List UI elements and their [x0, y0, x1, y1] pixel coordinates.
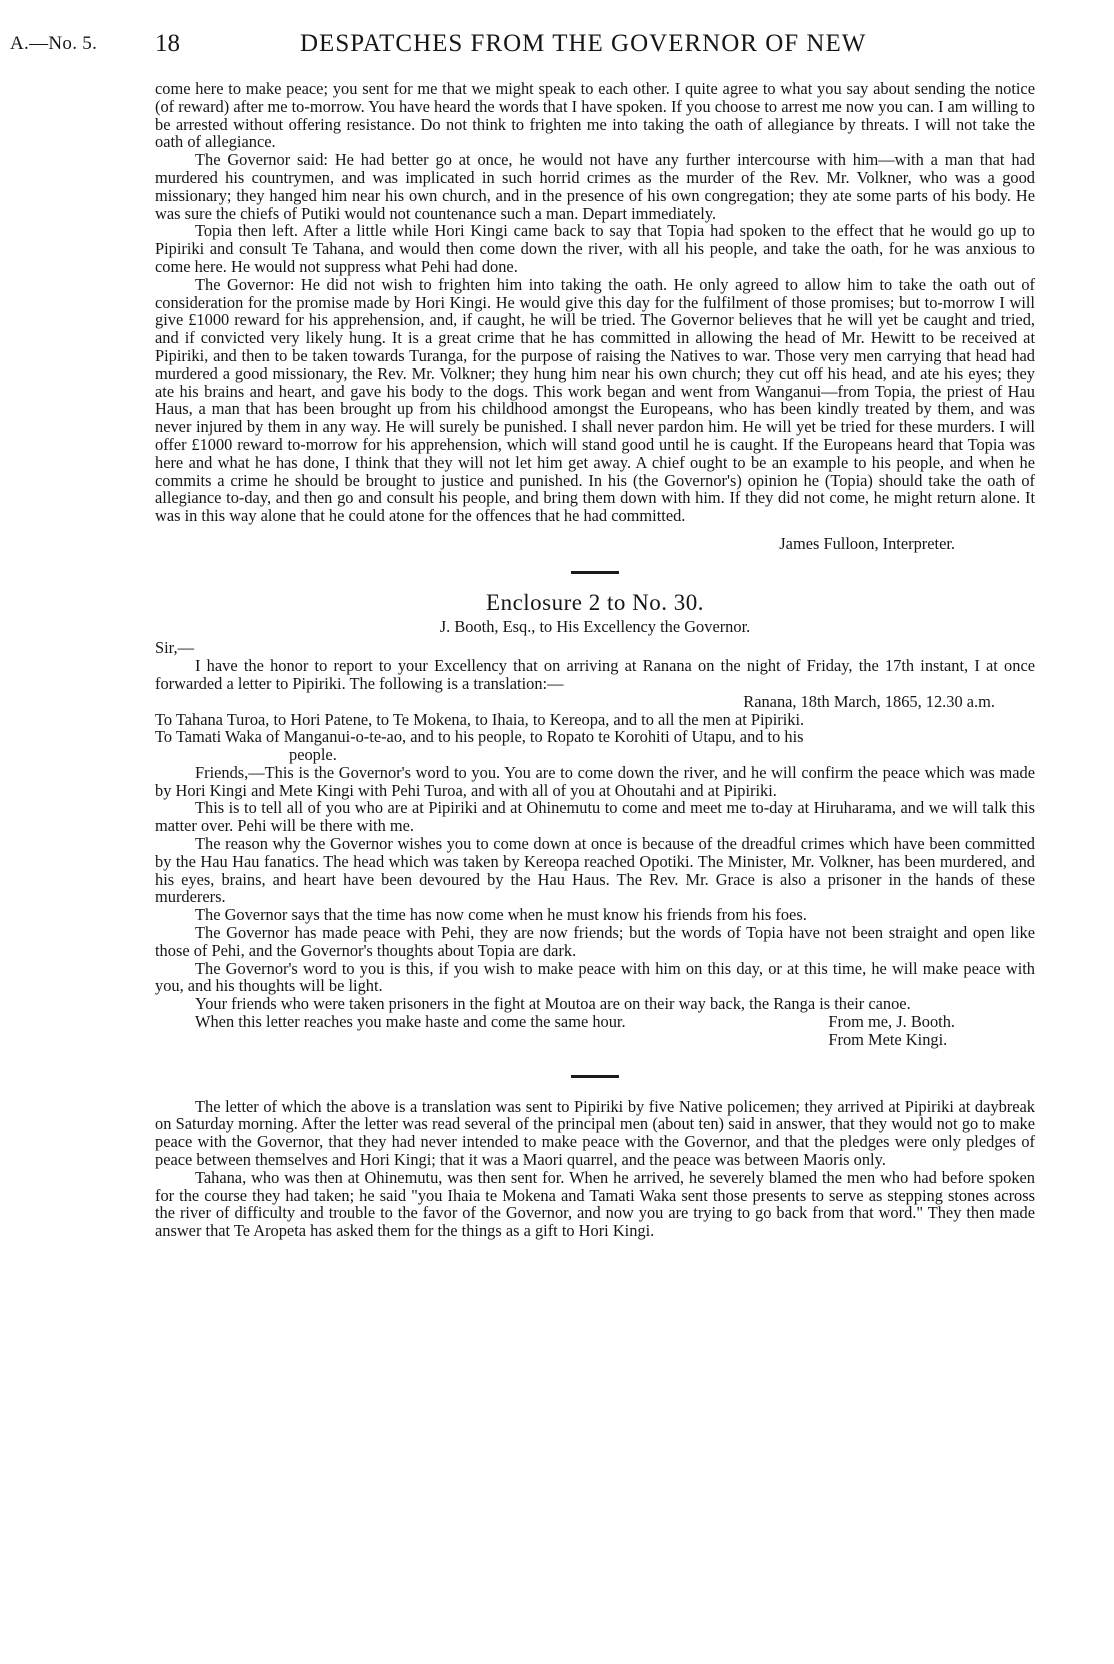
header-reference: A.—No. 5. — [10, 33, 98, 54]
letter-closing — [155, 1013, 1035, 1049]
salutation: Sir,— — [155, 638, 194, 658]
paragraph: The Governor said: He had better go at once, he would not have any further intercourse with him—with a man that had murdered his countrymen, and was implicated in such horrid crimes as the murder of the Rev. Mr. Volkner, who was a good missionary; they hanged him near his own church, and in the presence of his own congregation; they ate some parts of his body. He was sure the chiefs of Putiki would not countenance such a man. Depart immediately. — [155, 150, 1035, 223]
page-number: 18 — [155, 30, 180, 57]
paragraph: come here to make peace; you sent for me that we might speak to each other. I quite agree to what you say about sending the notice (of reward) after me to-morrow. You have heard the words that I have spoken. If you choose to arrest me now you can. I am willing to be arrested without offering resistance. Do not think to frighten me into taking the oath of allegiance by threats. I will not take the oath of allegiance. — [155, 79, 1035, 152]
letter-dateline: Ranana, 18th March, 1865, 12.30 a.m. — [743, 691, 995, 711]
letter-paragraph: Friends,—This is the Governor's word to you. You are to come down the river, and he will confirm the peace which was made by Hori Kingi and Mete Kingi with Pehi Turoa, and with all of you at Ohoutahi and at Pipiriki. — [155, 762, 1035, 800]
letter-address: To Tamati Waka of Manganui-o-te-ao, and to his people, to Ropato te Korohiti of Utapu, and to his — [155, 727, 804, 747]
paragraph: Tahana, who was then at Ohinemutu, was then sent for. When he arrived, he severely blamed the men who had before spoken for the course they had taken; he said "you Ihaia te Mokena and Tamati Waka sent those presents to serve as stepping stones across the river of difficulty and trouble to the favor of the Governor, and now you are trying to go back from that word." They then made answer that Te Aropeta has asked them for the things as a gift to Hori Kingi. — [155, 1167, 1035, 1241]
letter-paragraph: The reason why the Governor wishes you to come down at once is because of the dreadful crimes which have been committed by the Hau Hau fanatics. The head which was taken by Kereopa reached Opotiki. The Minister, Mr. Volkner, has been murdered, and his eyes, brains, and heart have been devoured by the Hau Haus. The Rev. Mr. Grace is also a prisoner in the hands of these murderers. — [155, 834, 1035, 907]
section-divider — [571, 1075, 619, 1078]
signature-booth: From me, J. Booth. — [828, 1012, 955, 1032]
letter-paragraph: The Governor's word to you is this, if you wish to make peace with him on this day, or at this time, he will make peace with you, and his thoughts will be light. — [155, 958, 1035, 996]
letter-paragraph: The Governor says that the time has now come when he must know his friends from his foes. — [195, 905, 807, 925]
letter-paragraph: The Governor has made peace with Pehi, they are now friends; but the words of Topia have not been straight and open like those of Pehi, and the Governor's thoughts about Topia are dark. — [155, 923, 1035, 960]
paragraph: Topia then left. After a little while Hori Kingi came back to say that Topia had spoken to the effect that he would go up to Pipiriki and consult Te Tahana, and would then come down the river, with all his people, and take the oath, for he was anxious to come here. He would not suppress what Pehi had done. — [155, 221, 1035, 276]
paragraph: I have the honor to report to your Excellency that on arriving at Ranana on the night of Friday, the 17th instant, I at once forwarded a letter to Pipiriki. The following is a translation:— — [155, 656, 1035, 693]
body-text — [155, 80, 1035, 1240]
enclosure-from-line: J. Booth, Esq., to His Excellency the Governor. — [439, 616, 751, 636]
letter-paragraph: Your friends who were taken prisoners in the fight at Moutoa are on their way back, the Ranga is their canoe. — [195, 994, 911, 1014]
enclosure-heading: Enclosure 2 to No. 30. — [486, 589, 704, 615]
section-divider — [571, 571, 619, 574]
interpreter-signature: James Fulloon, Interpreter. — [779, 533, 955, 553]
closing-signatures — [828, 1013, 1035, 1049]
signature-mete-kingi: From Mete Kingi. — [828, 1029, 948, 1049]
letter-address-continued: people. — [289, 745, 337, 765]
running-title: DESPATCHES FROM THE GOVERNOR OF NEW — [300, 30, 867, 57]
letter-paragraph: This is to tell all of you who are at Pipiriki and at Ohinemutu to come and meet me to-day at Hiruharama, and we will talk this matter over. Pehi will be there with me. — [155, 798, 1035, 836]
paragraph: The Governor: He did not wish to frighten him into taking the oath. He only agreed to allow him to take the oath out of consideration for the promise made by Hori Kingi. He would give this day for the fulfilment of those promises; but to-morrow I will give £1000 reward for his apprehension, and, if caught, he will be tried. The Governor believes that he will yet be caught and tried, and if convicted very likely hung. It is a great crime that he has committed in allowing the head of Mr. Hewitt to be received at Pipiriki, and then to be taken towards Turanga, for the purpose of raising the Natives to war. Those very men carrying that head had murdered a good missionary, the Rev. Mr. Volkner; they hung him near his own church; they cut off his head, and ate his eyes; they ate his brains and heart, and gave his body to the dogs. This work began and went from Wanganui—from Topia, the priest of Hau Haus, a man that has been brought up from his childhood amongst the Europeans, who has been kindly treated by them, and was never injured by them in any way. He will surely be punished. I shall never pardon him. He will yet be tried for these murders. I will offer £1000 reward to-morrow for his apprehension, which will stand good until he is caught. If the Europeans heard that Topia was here and what he has done, I think that they will not let him get away. A chief ought to be an example to his people, and when he commits a crime he should be brought to justice and punished. In his (the Governor's) opinion he (Topia) should take the oath of allegiance to-day, and then go and consult his people, and bring them down with him. If they did not come, he might return alone. It was in this way alone that he could atone for the offences that he had committed. — [155, 274, 1035, 526]
paragraph: The letter of which the above is a translation was sent to Pipiriki by five Native policemen; they arrived at Pipiriki at daybreak on Saturday morning. After the letter was read several of the principal men (about ten) said in answer, that they would not go to make peace with the Governor, that they had never intended to make peace with the Governor, and that the pledges were only pledges of peace between themselves and Hori Kingi; that it was a Maori quarrel, and the peace was between Maoris only. — [155, 1096, 1035, 1170]
letter-address: To Tahana Turoa, to Hori Patene, to Te Mokena, to Ihaia, to Kereopa, and to all the men at Pipiriki. — [155, 709, 805, 729]
closing-text: When this letter reaches you make haste and come the same hour. — [195, 1012, 626, 1032]
